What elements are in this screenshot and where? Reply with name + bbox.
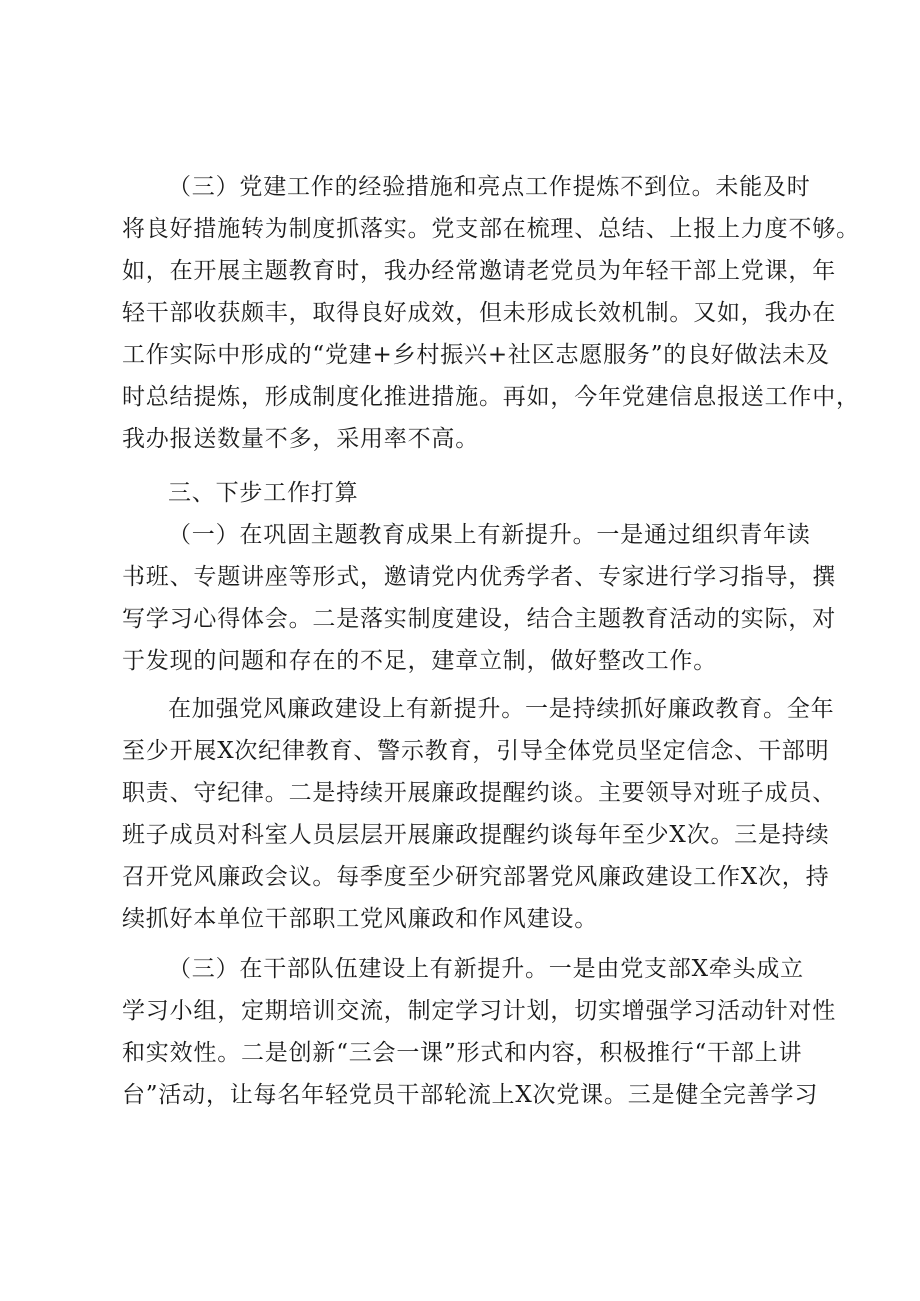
paragraph-line: 工作实际中形成的“党建+乡村振兴+社区志愿服务”的良好做法未及 bbox=[122, 342, 830, 368]
section-heading: 三、下步工作打算 bbox=[168, 480, 359, 506]
paragraph-line: 职责、守纪律。二是持续开展廉政提醒约谈。主要领导对班子成员、 bbox=[122, 780, 836, 806]
paragraph-line: 台”活动，让每名年轻党员干部轮流上X次党课。三是健全完善学习 bbox=[122, 1082, 819, 1108]
paragraph-line: 和实效性。二是创新“三会一课”形式和内容，积极推行“干部上讲 bbox=[122, 1040, 803, 1066]
paragraph-line: 召开党风廉政会议。每季度至少研究部署党风廉政建设工作X次，持 bbox=[122, 864, 830, 890]
paragraph-line: （三）在干部队伍建设上有新提升。一是由党支部X牵头成立 bbox=[168, 956, 804, 982]
paragraph-line: 我办报送数量不多，采用率不高。 bbox=[122, 426, 479, 452]
paragraph-line: （一）在巩固主题教育成果上有新提升。一是通过组织青年读 bbox=[168, 522, 811, 548]
paragraph-line: 书班、专题讲座等形式，邀请党内优秀学者、专家进行学习指导，撰 bbox=[122, 564, 836, 590]
paragraph-line: 至少开展X次纪律教育、警示教育，引导全体党员坚定信念、干部明 bbox=[122, 738, 830, 764]
paragraph-line: 如，在开展主题教育时，我办经常邀请老党员为年轻干部上党课，年 bbox=[122, 258, 836, 284]
paragraph-line: 班子成员对科室人员层层开展廉政提醒约谈每年至少X次。三是持续 bbox=[122, 822, 830, 848]
paragraph-line: 学习小组，定期培训交流，制定学习计划，切实增强学习活动针对性 bbox=[122, 998, 836, 1024]
paragraph-line: 于发现的问题和存在的不足，建章立制，做好整改工作。 bbox=[122, 648, 717, 674]
paragraph-item-three-summary bbox=[122, 166, 860, 460]
paragraph-plan-item-three bbox=[122, 948, 842, 1116]
paragraph-line: 轻干部收获颇丰，取得良好成效，但未形成长效机制。又如，我办在 bbox=[122, 300, 836, 326]
paragraph-line: 将良好措施转为制度抓落实。党支部在梳理、总结、上报上力度不够。 bbox=[122, 216, 860, 242]
paragraph-line: （三）党建工作的经验措施和亮点工作提炼不到位。未能及时 bbox=[168, 174, 811, 200]
paragraph-line: 写学习心得体会。二是落实制度建设，结合主题教育活动的实际，对 bbox=[122, 606, 836, 632]
paragraph-plan-item-one bbox=[122, 514, 842, 682]
paragraph-line: 在加强党风廉政建设上有新提升。一是持续抓好廉政教育。全年 bbox=[168, 696, 835, 722]
paragraph-line: 时总结提炼，形成制度化推进措施。再如，今年党建信息报送工作中， bbox=[122, 384, 860, 410]
paragraph-plan-item-two bbox=[122, 688, 842, 940]
paragraph-line: 续抓好本单位干部职工党风廉政和作风建设。 bbox=[122, 906, 598, 932]
